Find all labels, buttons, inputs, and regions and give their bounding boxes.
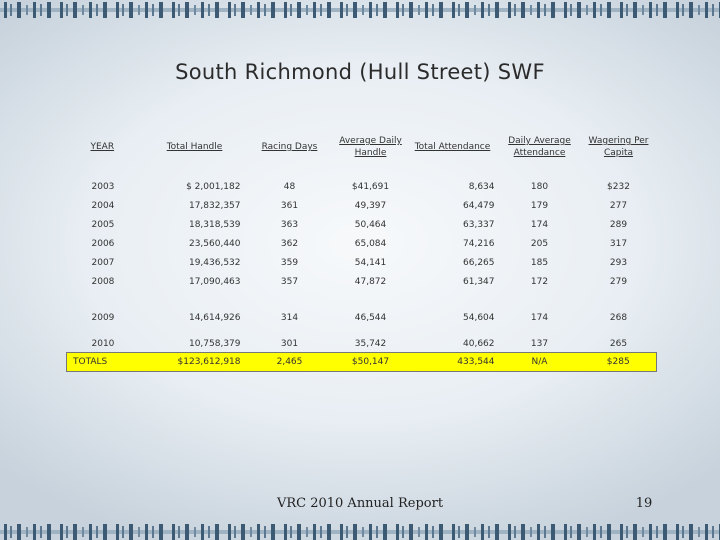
cell-total-handle: $123,612,918 bbox=[145, 353, 245, 372]
cell-racing-days: 48 bbox=[283, 181, 296, 192]
cell-total-handle: 10,758,379 bbox=[188, 339, 241, 349]
cell-wagering-per-capita: 268 bbox=[609, 313, 628, 323]
table-header-row bbox=[67, 117, 657, 177]
header-average-daily-handle: Average Daily Handle bbox=[339, 136, 402, 158]
cell-wagering-per-capita: 279 bbox=[609, 276, 628, 287]
table-row bbox=[67, 215, 657, 234]
cell-total-attendance: 40,662 bbox=[463, 339, 495, 349]
cell-racing-days: 314 bbox=[280, 313, 299, 323]
cell-total-handle: 18,318,539 bbox=[188, 219, 241, 230]
cell-year: 2005 bbox=[91, 219, 115, 230]
header-year: YEAR bbox=[90, 142, 115, 152]
cell-racing-days: 362 bbox=[280, 238, 299, 249]
cell-daily-average-attendance: 180 bbox=[530, 181, 549, 192]
cell-total-handle: 14,614,926 bbox=[188, 313, 241, 323]
cell-average-daily-handle: $41,691 bbox=[351, 181, 390, 192]
table-row bbox=[67, 196, 657, 215]
cell-wagering-per-capita: 317 bbox=[609, 238, 628, 249]
table-row bbox=[67, 234, 657, 253]
slide-title: South Richmond (Hull Street) SWF bbox=[175, 60, 545, 84]
cell-year: 2004 bbox=[91, 200, 115, 211]
cell-racing-days: 359 bbox=[280, 257, 299, 268]
cell-average-daily-handle: 46,544 bbox=[354, 313, 387, 323]
cell-year: 2003 bbox=[91, 181, 115, 192]
cell-average-daily-handle: 49,397 bbox=[354, 200, 387, 211]
page-number: 19 bbox=[635, 496, 653, 511]
table-row bbox=[67, 291, 657, 325]
cell-wagering-per-capita: 289 bbox=[609, 219, 628, 230]
cell-racing-days: 2,465 bbox=[245, 353, 335, 372]
decorative-bottom-strip bbox=[0, 524, 720, 540]
cell-wagering-per-capita: $232 bbox=[607, 181, 630, 192]
cell-daily-average-attendance: 172 bbox=[530, 276, 549, 287]
cell-average-daily-handle: 54,141 bbox=[354, 257, 387, 268]
cell-daily-average-attendance: N/A bbox=[499, 353, 581, 372]
swf-data-table-container bbox=[66, 117, 656, 366]
cell-total-handle: 23,560,440 bbox=[188, 238, 241, 249]
swf-data-table bbox=[66, 117, 657, 372]
cell-wagering-per-capita: $285 bbox=[581, 353, 657, 372]
cell-total-attendance: 63,337 bbox=[463, 219, 495, 230]
cell-total-attendance: 64,479 bbox=[463, 200, 495, 211]
table-row bbox=[67, 325, 657, 353]
cell-daily-average-attendance: 137 bbox=[530, 339, 549, 349]
table-row bbox=[67, 177, 657, 196]
totals-row bbox=[67, 353, 657, 372]
cell-average-daily-handle: 35,742 bbox=[354, 339, 387, 349]
cell-racing-days: 301 bbox=[280, 339, 299, 349]
header-racing-days: Racing Days bbox=[261, 142, 318, 152]
cell-daily-average-attendance: 179 bbox=[530, 200, 549, 211]
cell-total-attendance: 8,634 bbox=[468, 181, 495, 192]
table-row bbox=[67, 272, 657, 291]
cell-total-handle: 17,090,463 bbox=[188, 276, 241, 287]
cell-total-attendance: 61,347 bbox=[463, 276, 495, 287]
cell-total-attendance: 54,604 bbox=[463, 313, 495, 323]
cell-racing-days: 361 bbox=[280, 200, 299, 211]
cell-average-daily-handle: 65,084 bbox=[354, 238, 387, 249]
cell-year: 2008 bbox=[91, 276, 115, 287]
cell-total-attendance: 66,265 bbox=[463, 257, 495, 268]
cell-wagering-per-capita: 265 bbox=[609, 339, 628, 349]
cell-year: 2006 bbox=[91, 238, 115, 249]
cell-average-daily-handle: 47,872 bbox=[354, 276, 387, 287]
decorative-top-strip bbox=[0, 2, 720, 18]
cell-wagering-per-capita: 293 bbox=[609, 257, 628, 268]
cell-total-attendance: 74,216 bbox=[463, 238, 495, 249]
cell-year: 2010 bbox=[91, 339, 115, 349]
cell-average-daily-handle: 50,464 bbox=[354, 219, 387, 230]
cell-total-attendance: 433,544 bbox=[407, 353, 499, 372]
cell-total-handle: $ 2,001,182 bbox=[186, 181, 241, 192]
cell-daily-average-attendance: 205 bbox=[530, 238, 549, 249]
footer-report-title: VRC 2010 Annual Report bbox=[276, 496, 444, 511]
cell-total-handle: 19,436,532 bbox=[188, 257, 241, 268]
header-total-handle: Total Handle bbox=[166, 142, 223, 152]
cell-racing-days: 363 bbox=[280, 219, 299, 230]
cell-racing-days: 357 bbox=[280, 276, 299, 287]
table-row bbox=[67, 253, 657, 272]
cell-average-daily-handle: $50,147 bbox=[335, 353, 407, 372]
cell-totals-label: TOTALS bbox=[67, 353, 145, 372]
cell-wagering-per-capita: 277 bbox=[609, 200, 628, 211]
cell-year: 2009 bbox=[91, 313, 115, 323]
cell-total-handle: 17,832,357 bbox=[188, 200, 241, 211]
header-wagering-per-capita: Wagering Per Capita bbox=[588, 136, 649, 158]
cell-daily-average-attendance: 174 bbox=[530, 219, 549, 230]
header-daily-average-attendance: Daily Average Attendance bbox=[508, 136, 571, 158]
cell-year: 2007 bbox=[91, 257, 115, 268]
cell-daily-average-attendance: 185 bbox=[530, 257, 549, 268]
header-total-attendance: Total Attendance bbox=[414, 142, 491, 152]
cell-daily-average-attendance: 174 bbox=[530, 313, 549, 323]
